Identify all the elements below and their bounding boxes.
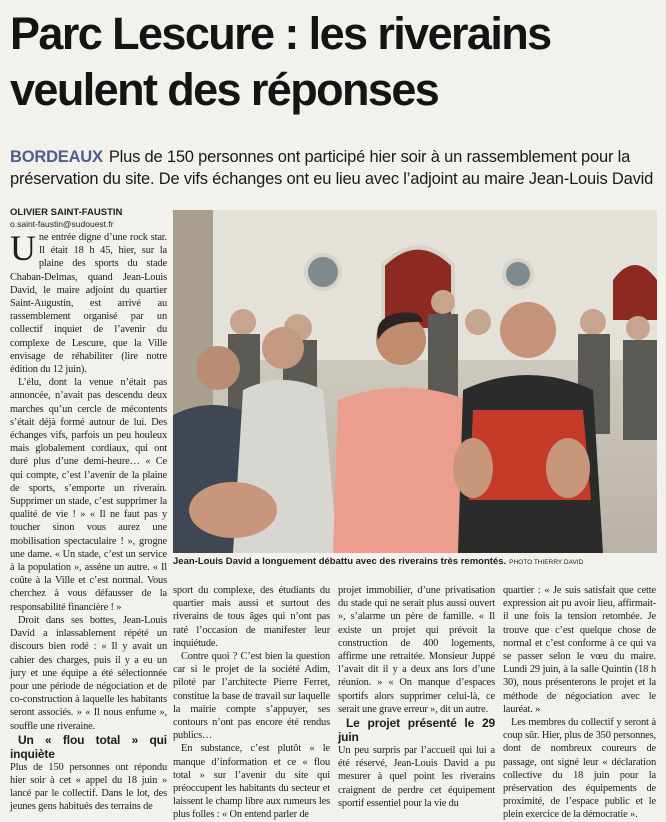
article-photo bbox=[173, 210, 657, 553]
paragraph: projet immobilier, d’une privatisation du stade qui ne serait plus aussi ouvert », s’alarme un père de famille. « Il existe un projet qui prévoit la construction de 400 logements, affirme une retraitée. Monsieur Juppé l’avait dit il y a deux ans lors d’une réunion. » « On manque d’espaces sportifs alors supprimer celui-là, ce serait une grave erreur », dit un autre. bbox=[338, 585, 495, 715]
paragraph: Les membres du collectif y seront à coup sûr. Hier, plus de 350 personnes, dont de nombreux coureurs de passage, ont signé leur « déclaration collective du 18 juin pour la préservation des équipements de proximité, de l’espace public et le plein exercice de la démocratie ». bbox=[503, 717, 656, 821]
paragraph: L’élu, dont la venue n’était pas annoncée, n’avait pas descendu deux marches qu’un cercle de mécontents s’était déjà formé autour de lui. Des échanges vifs, parfois un peu houleux mais globalement cordiaux, qui ont duré plus d’une demi-heure… « Ce qui compte, c’est l’avenir de la plaine de sports, s’emporte un riverain. Supprimer un stade, c’est supprimer la qualité de vie ! » « Il ne faut pas y toucher sinon vous aurez une mobilisation spectaculaire ! », grogne une dame. « Un stade, c’est un service à la population », assène un autre. « Il coûte à la Ville et c’est normal. Vous cherchez à vous défausser de la responsabilité financière ! » bbox=[10, 377, 167, 613]
paragraph: En substance, c’est plutôt « le manque d’information et ce « flou total » sur l’avenir du site qui préoccupent les habitants du secteur et laissent le champ libre aux rumeurs les plus folles : « On entend parler de bbox=[173, 743, 330, 821]
lede-text: Plus de 150 personnes ont participé hier soir à un rassemblement pour la préservation du site. De vifs échanges ont eu lieu avec l’adjoint au maire Jean-Louis David bbox=[10, 148, 654, 188]
paragraph: Contre quoi ? C’est bien la question car si le projet de la société Adim, piloté par l’architecte Pierre Ferret, constitue la base de travail sur laquelle la mairie compte s’appuyer, ses contours n’ont pas encore été rendus publics… bbox=[173, 651, 330, 742]
paragraph: quartier : « Je suis satisfait que cette expression ait pu avoir lieu, affirmait-il une fois la tension retombée. Je trouve que c’est quelque chose de normal et c’est conforme à ce qui va se passer selon le vœu du maire. Lundi 29 juin, à la salle Quintin (18 h 30), nous présenterons le projet et la méthode de négociation avec le lauréat. » bbox=[503, 585, 656, 715]
paragraph: sport du complexe, des étudiants du quartier mais aussi et surtout des riverains de tous âges qui n’ont pas raté l’occasion de manifester leur inquiétude. bbox=[173, 585, 330, 649]
article-column-3 bbox=[338, 584, 495, 810]
article-column-2 bbox=[173, 584, 330, 822]
lede-city: BORDEAUX bbox=[10, 148, 103, 166]
paragraph: Un peu surpris par l’accueil qui lui a été réservé, Jean-Louis David a pu mesurer à quel point les riverains craignent de perdre cet équipement sportif essentiel pour la vie du bbox=[338, 745, 495, 809]
lede bbox=[10, 146, 660, 190]
dropcap: U bbox=[10, 228, 36, 268]
article-column-1 bbox=[10, 228, 167, 814]
headline-line-1: Parc Lescure : les riverains bbox=[10, 8, 551, 59]
paragraph: Droit dans ses bottes, Jean-Louis David a inlassablement répété un discours bien rodé : « Il y avait un cahier des charges, puis il y a eu un jury et une équipe a été sélectionnée pour une période de négociation et de co-construction à laquelle les habitants seront associés. » « Il nous enfume », souffle une riveraine. bbox=[10, 614, 167, 732]
headline-line-2: veulent des réponses bbox=[10, 64, 439, 115]
photo-credit: PHOTO THIERRY DAVID bbox=[509, 559, 584, 566]
paragraph-intro-text: ne entrée digne d’une rock star. Il était 18 h 45, hier, sur la plaine des sports du stade Chaban-Delmas, quand Jean-Louis David, le maire adjoint du quartier Saint-Augustin, est arrivé au rassemblement organisé par un collectif inquiet de l’avenir du complexe de Lescure, que la Ville envisage de réhabiliter (lire notre édition du 12 juin). bbox=[10, 232, 167, 376]
paragraph-intro bbox=[10, 228, 167, 376]
article-column-4 bbox=[503, 584, 656, 822]
caption-text: Jean-Louis David a longuement débattu avec des riverains très remontés. bbox=[173, 556, 507, 567]
subheading: Un « flou total » qui inquiète bbox=[10, 732, 167, 761]
byline-email[interactable]: o.saint-faustin@sudouest.fr bbox=[10, 219, 114, 229]
crowd-photo-illustration bbox=[173, 210, 657, 553]
photo-caption bbox=[173, 556, 657, 567]
headline bbox=[10, 6, 660, 118]
subheading: Le projet présenté le 29 juin bbox=[338, 716, 495, 745]
byline-author: OLIVIER SAINT-FAUSTIN bbox=[10, 207, 123, 218]
paragraph: Plus de 150 personnes ont répondu hier soir à cet « appel du 18 juin » lancé par le collectif. Dans le lot, des jeunes gens habitués des terrains de bbox=[10, 761, 167, 813]
